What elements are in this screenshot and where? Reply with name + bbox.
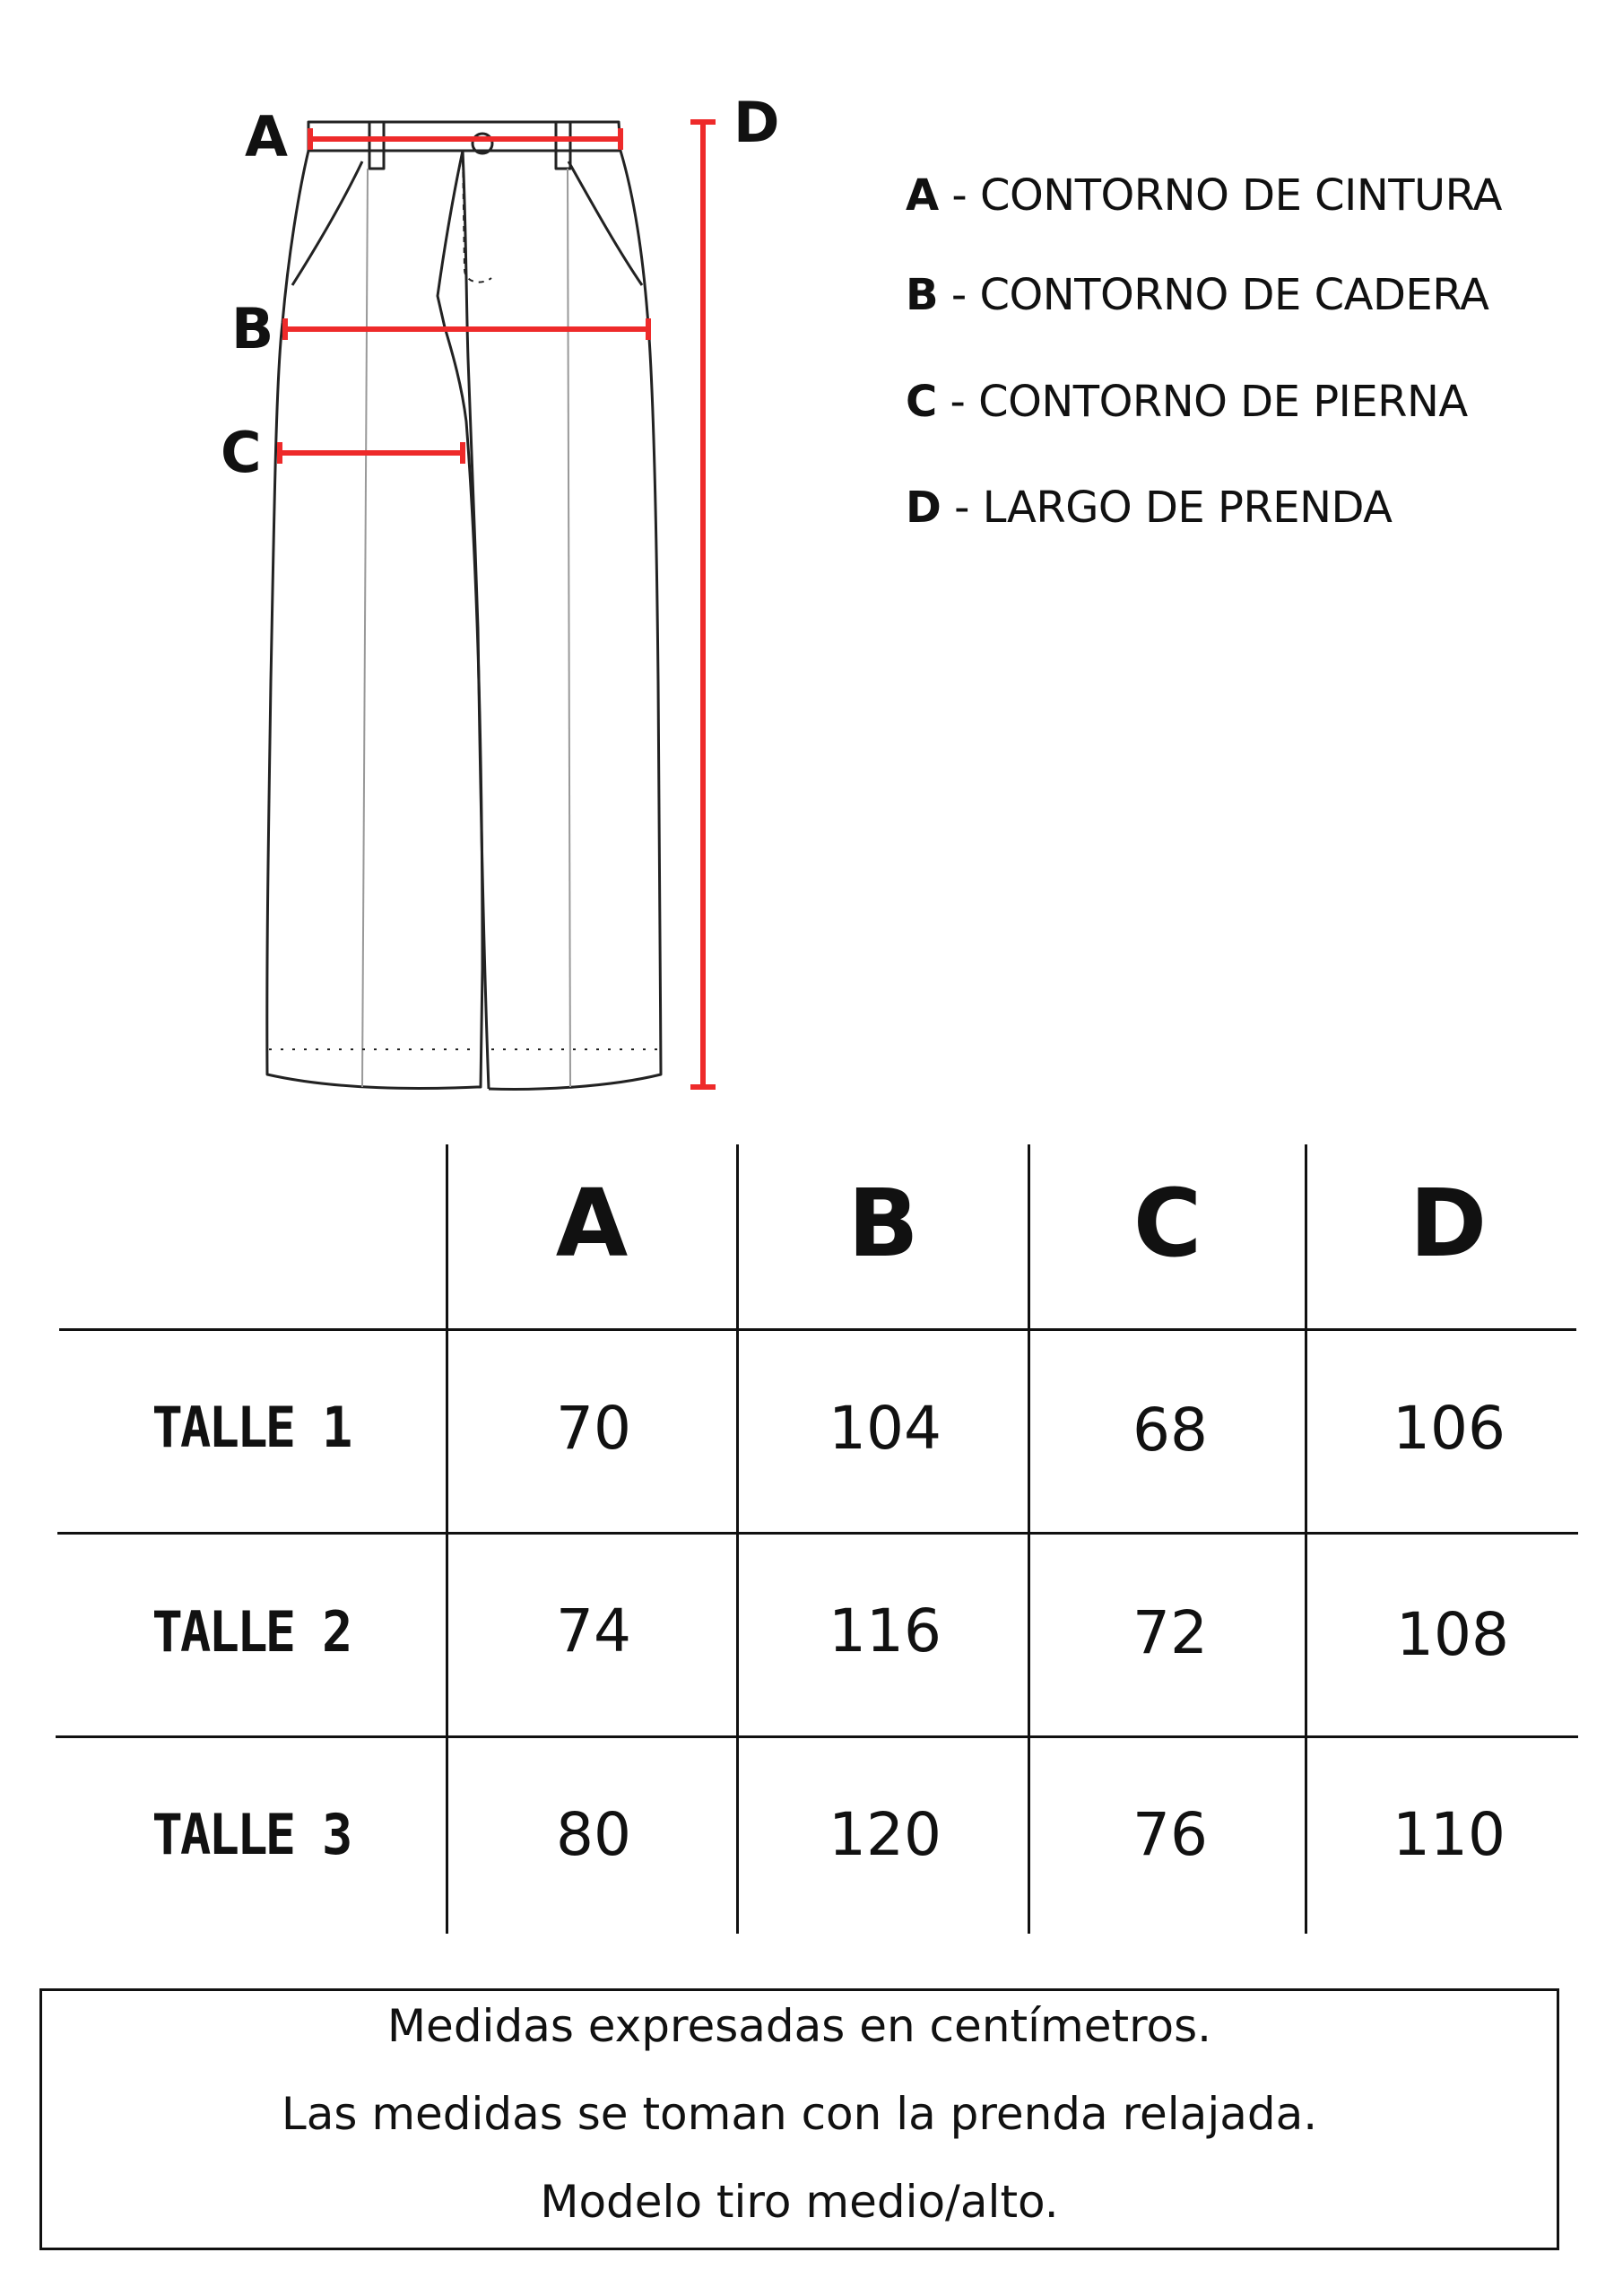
legend-key: B — [906, 270, 939, 320]
table-cell: 108 — [1396, 1600, 1509, 1669]
table-cell: 106 — [1393, 1394, 1506, 1463]
marker-a: A — [245, 104, 288, 170]
marker-c: C — [221, 420, 262, 485]
table-divider — [1305, 1144, 1307, 1934]
table-cell: 70 — [556, 1394, 631, 1463]
table-divider — [736, 1144, 739, 1934]
table-cell: 120 — [829, 1800, 941, 1869]
legend-text: - CONTORNO DE CINTURA — [951, 170, 1502, 221]
notes-box — [39, 1988, 1559, 2250]
legend-key: A — [906, 170, 939, 221]
table-divider — [446, 1144, 448, 1934]
legend-text: - LARGO DE PRENDA — [954, 483, 1393, 533]
table-cell: 110 — [1393, 1800, 1506, 1869]
table-cell: 104 — [829, 1394, 941, 1463]
column-header-d: D — [1409, 1169, 1488, 1278]
row-label: TALLE 1 — [152, 1395, 351, 1460]
column-header-c: C — [1132, 1169, 1202, 1278]
table-cell: 116 — [829, 1596, 941, 1665]
table-divider — [57, 1532, 1578, 1535]
table-divider — [59, 1328, 1576, 1331]
table-cell: 76 — [1132, 1800, 1208, 1869]
legend-text: - CONTORNO DE PIERNA — [950, 377, 1468, 427]
legend-item-c — [906, 377, 1468, 427]
table-cell: 80 — [556, 1800, 631, 1869]
legend-item-d — [906, 483, 1393, 533]
table-cell: 68 — [1132, 1396, 1208, 1465]
note-units: Medidas expresadas en centímetros. — [386, 2000, 1212, 2052]
pants-diagram — [0, 0, 1614, 1121]
table-cell: 72 — [1132, 1598, 1208, 1667]
table-divider — [56, 1735, 1578, 1738]
row-label: TALLE 2 — [152, 1599, 351, 1665]
legend-key: D — [906, 483, 941, 533]
marker-d: D — [733, 90, 780, 155]
row-label: TALLE 3 — [152, 1802, 351, 1867]
table-cell: 74 — [556, 1596, 631, 1665]
legend-key: C — [906, 377, 937, 427]
legend-text: - CONTORNO DE CADERA — [950, 270, 1489, 320]
legend-item-b — [906, 270, 1489, 320]
legend-item-a — [906, 170, 1502, 221]
note-relaxed: Las medidas se toman con la prenda relajada. — [281, 2088, 1318, 2140]
marker-b: B — [231, 296, 274, 361]
column-header-b: B — [847, 1169, 919, 1278]
column-header-a: A — [555, 1169, 629, 1278]
table-divider — [1028, 1144, 1030, 1934]
note-model: Modelo tiro medio/alto. — [540, 2176, 1059, 2228]
